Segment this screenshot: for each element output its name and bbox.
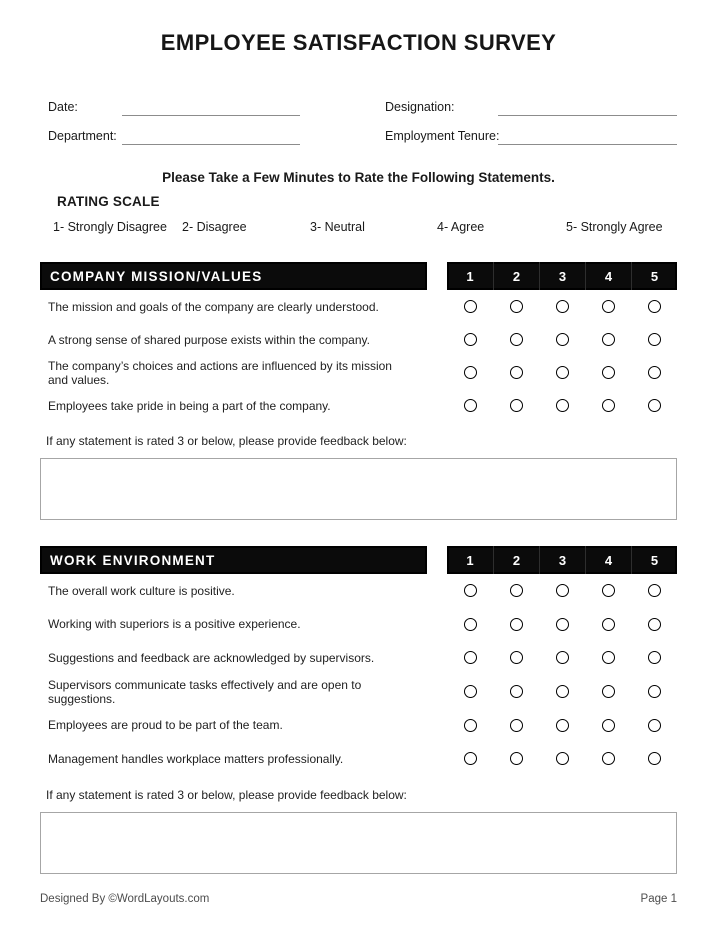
scale-label-2: 2- Disagree [182, 220, 247, 234]
rating-cell [493, 618, 539, 631]
rating-cell [539, 685, 585, 698]
rating-radio[interactable] [556, 752, 569, 765]
department-input[interactable] [122, 127, 300, 145]
question-text: Working with superiors is a positive experience. [48, 617, 301, 632]
rating-cell [631, 719, 677, 732]
rating-radio[interactable] [648, 618, 661, 631]
rating-radio[interactable] [602, 584, 615, 597]
question-row [40, 742, 677, 776]
rating-radio[interactable] [510, 685, 523, 698]
rating-options [447, 584, 677, 597]
feedback-label: If any statement is rated 3 or below, please provide feedback below: [46, 787, 407, 802]
rating-column-5: 5 [631, 546, 677, 574]
rating-radio[interactable] [648, 719, 661, 732]
rating-column-1: 1 [466, 268, 474, 284]
rating-radio[interactable] [602, 685, 615, 698]
rating-radio[interactable] [602, 300, 615, 313]
rating-cell [585, 366, 631, 379]
rating-radio[interactable] [464, 685, 477, 698]
rating-numbers-bar [447, 262, 677, 290]
question-row [40, 389, 677, 422]
rating-radio[interactable] [510, 366, 523, 379]
rating-radio[interactable] [556, 584, 569, 597]
rating-cell [585, 300, 631, 313]
tenure-label: Employment Tenure: [385, 129, 500, 143]
page-title: EMPLOYEE SATISFACTION SURVEY [160, 30, 557, 55]
rating-options [447, 719, 677, 732]
rating-radio[interactable] [602, 752, 615, 765]
rating-radio[interactable] [510, 300, 523, 313]
rating-cell [631, 300, 677, 313]
rating-radio[interactable] [556, 333, 569, 346]
rating-options [447, 333, 677, 346]
question-text: The mission and goals of the company are clearly understood. [48, 299, 379, 314]
date-field-row [40, 96, 300, 116]
scale-label-3: 3- Neutral [310, 220, 365, 234]
rating-radio[interactable] [510, 618, 523, 631]
section-title-bar: WORK ENVIRONMENT [40, 546, 427, 574]
rating-column-4: 4 [585, 262, 631, 290]
rating-cell [539, 584, 585, 597]
rating-cell [447, 651, 493, 664]
rating-cell [493, 584, 539, 597]
rating-cell [539, 618, 585, 631]
rating-cell [539, 366, 585, 379]
rating-cell [493, 752, 539, 765]
rating-cell [631, 618, 677, 631]
tenure-input[interactable] [498, 127, 677, 145]
rating-radio[interactable] [648, 651, 661, 664]
question-row [40, 708, 677, 742]
rating-column-4: 4 [585, 546, 631, 574]
rating-options [447, 651, 677, 664]
meta-fields [40, 96, 677, 145]
rating-column-5: 5 [631, 262, 677, 290]
rating-cell [631, 651, 677, 664]
rating-options [447, 618, 677, 631]
rating-cell [493, 300, 539, 313]
rating-radio[interactable] [648, 685, 661, 698]
rating-options [447, 366, 677, 379]
rating-cell [447, 618, 493, 631]
rating-column-2: 2 [493, 546, 539, 574]
designation-field-row [385, 96, 677, 116]
rating-radio[interactable] [510, 752, 523, 765]
footer-credit: Designed By ©WordLayouts.com [40, 892, 210, 905]
question-text: A strong sense of shared purpose exists within the company. [48, 332, 370, 347]
rating-cell [539, 752, 585, 765]
question-text: The company’s choices and actions are influenced by its mission and values. [48, 358, 392, 387]
rating-options [447, 685, 677, 698]
rating-cell [447, 399, 493, 412]
feedback-label: If any statement is rated 3 or below, please provide feedback below: [46, 434, 407, 448]
rating-column-3: 3 [539, 546, 585, 574]
rating-cell [631, 333, 677, 346]
section-header [40, 546, 677, 574]
designation-input[interactable] [498, 98, 677, 116]
rating-radio[interactable] [556, 399, 569, 412]
date-label: Date: [48, 100, 78, 114]
rating-cell [493, 685, 539, 698]
rating-radio[interactable] [464, 752, 477, 765]
rating-cell [631, 685, 677, 698]
rating-scale-legend [40, 220, 677, 234]
rating-radio[interactable] [464, 584, 477, 597]
rating-radio[interactable] [464, 399, 477, 412]
rating-cell [585, 618, 631, 631]
rating-cell [539, 333, 585, 346]
rating-radio[interactable] [464, 719, 477, 732]
date-input[interactable] [122, 98, 300, 116]
rating-radio[interactable] [464, 300, 477, 313]
rating-cell [539, 719, 585, 732]
rating-radio[interactable] [602, 618, 615, 631]
rating-radio[interactable] [602, 399, 615, 412]
page-footer [40, 893, 677, 905]
question-text: Supervisors communicate tasks effectively and are open to suggestions. [48, 677, 362, 706]
question-row [40, 356, 677, 389]
question-row [40, 608, 677, 642]
rating-radio[interactable] [464, 366, 477, 379]
rating-radio[interactable] [648, 366, 661, 379]
rating-radio[interactable] [556, 719, 569, 732]
department-label: Department: [48, 129, 117, 143]
rating-column-2: 2 [493, 262, 539, 290]
rating-cell [447, 300, 493, 313]
question-text: The overall work culture is positive. [48, 583, 235, 598]
question-text: Employees take pride in being a part of the company. [48, 398, 331, 413]
question-text: Employees are proud to be part of the team. [48, 718, 283, 733]
question-text: Management handles workplace matters professionally. [48, 751, 344, 766]
rating-radio[interactable] [556, 618, 569, 631]
feedback-textarea[interactable] [40, 812, 677, 874]
rating-options [447, 300, 677, 313]
rating-radio[interactable] [464, 651, 477, 664]
rating-column-3: 3 [539, 262, 585, 290]
rating-radio[interactable] [648, 300, 661, 313]
rating-options [447, 752, 677, 765]
department-field-row [40, 125, 300, 145]
feedback-textarea[interactable] [40, 458, 677, 520]
rating-radio[interactable] [510, 333, 523, 346]
rating-cell [447, 366, 493, 379]
scale-label-1: 1- Strongly Disagree [53, 220, 167, 234]
rating-radio[interactable] [464, 618, 477, 631]
rating-cell [447, 752, 493, 765]
rating-radio[interactable] [602, 366, 615, 379]
rating-cell [493, 333, 539, 346]
rating-radio[interactable] [602, 651, 615, 664]
rating-cell [539, 300, 585, 313]
question-row [40, 641, 677, 675]
scale-label-5: 5- Strongly Agree [566, 220, 663, 234]
rating-cell [493, 651, 539, 664]
rating-cell [585, 333, 631, 346]
question-row [40, 290, 677, 323]
footer-page-number: Page 1 [640, 892, 677, 905]
rating-cell [493, 366, 539, 379]
rating-cell [539, 651, 585, 664]
rating-cell [447, 584, 493, 597]
rating-options [447, 399, 677, 412]
rating-cell [585, 651, 631, 664]
rating-radio[interactable] [602, 333, 615, 346]
rating-cell [631, 366, 677, 379]
section-title-bar: COMPANY MISSION/VALUES [40, 262, 427, 290]
rating-scale-heading: RATING SCALE [57, 194, 160, 209]
rating-cell [585, 719, 631, 732]
rating-radio[interactable] [510, 719, 523, 732]
rating-cell [631, 752, 677, 765]
question-row [40, 323, 677, 356]
rating-radio[interactable] [648, 584, 661, 597]
rating-cell [585, 752, 631, 765]
rating-radio[interactable] [556, 366, 569, 379]
rating-radio[interactable] [464, 333, 477, 346]
rating-cell [493, 719, 539, 732]
rating-radio[interactable] [648, 399, 661, 412]
rating-radio[interactable] [556, 685, 569, 698]
scale-label-4: 4- Agree [437, 220, 485, 234]
rating-radio[interactable] [510, 651, 523, 664]
tenure-field-row [385, 125, 677, 145]
rating-radio[interactable] [510, 584, 523, 597]
rating-radio[interactable] [648, 752, 661, 765]
question-text: Suggestions and feedback are acknowledged by supervisors. [48, 650, 375, 665]
rating-cell [447, 719, 493, 732]
rating-radio[interactable] [648, 333, 661, 346]
section-work-environment [40, 546, 677, 874]
rating-numbers-bar [447, 546, 677, 574]
rating-cell [539, 399, 585, 412]
rating-cell [631, 584, 677, 597]
rating-cell [447, 333, 493, 346]
section-header [40, 262, 677, 290]
rating-cell [631, 399, 677, 412]
rating-cell [585, 399, 631, 412]
rating-cell [585, 685, 631, 698]
question-row [40, 574, 677, 608]
section-company-mission [40, 262, 677, 520]
instruction-line: Please Take a Few Minutes to Rate the Following Statements. [162, 170, 555, 185]
designation-label: Designation: [385, 100, 455, 114]
rating-radio[interactable] [556, 651, 569, 664]
rating-cell [585, 584, 631, 597]
rating-column-1: 1 [466, 552, 474, 568]
rating-radio[interactable] [510, 399, 523, 412]
rating-cell [493, 399, 539, 412]
rating-radio[interactable] [556, 300, 569, 313]
rating-cell [447, 685, 493, 698]
question-row [40, 675, 677, 709]
rating-radio[interactable] [602, 719, 615, 732]
